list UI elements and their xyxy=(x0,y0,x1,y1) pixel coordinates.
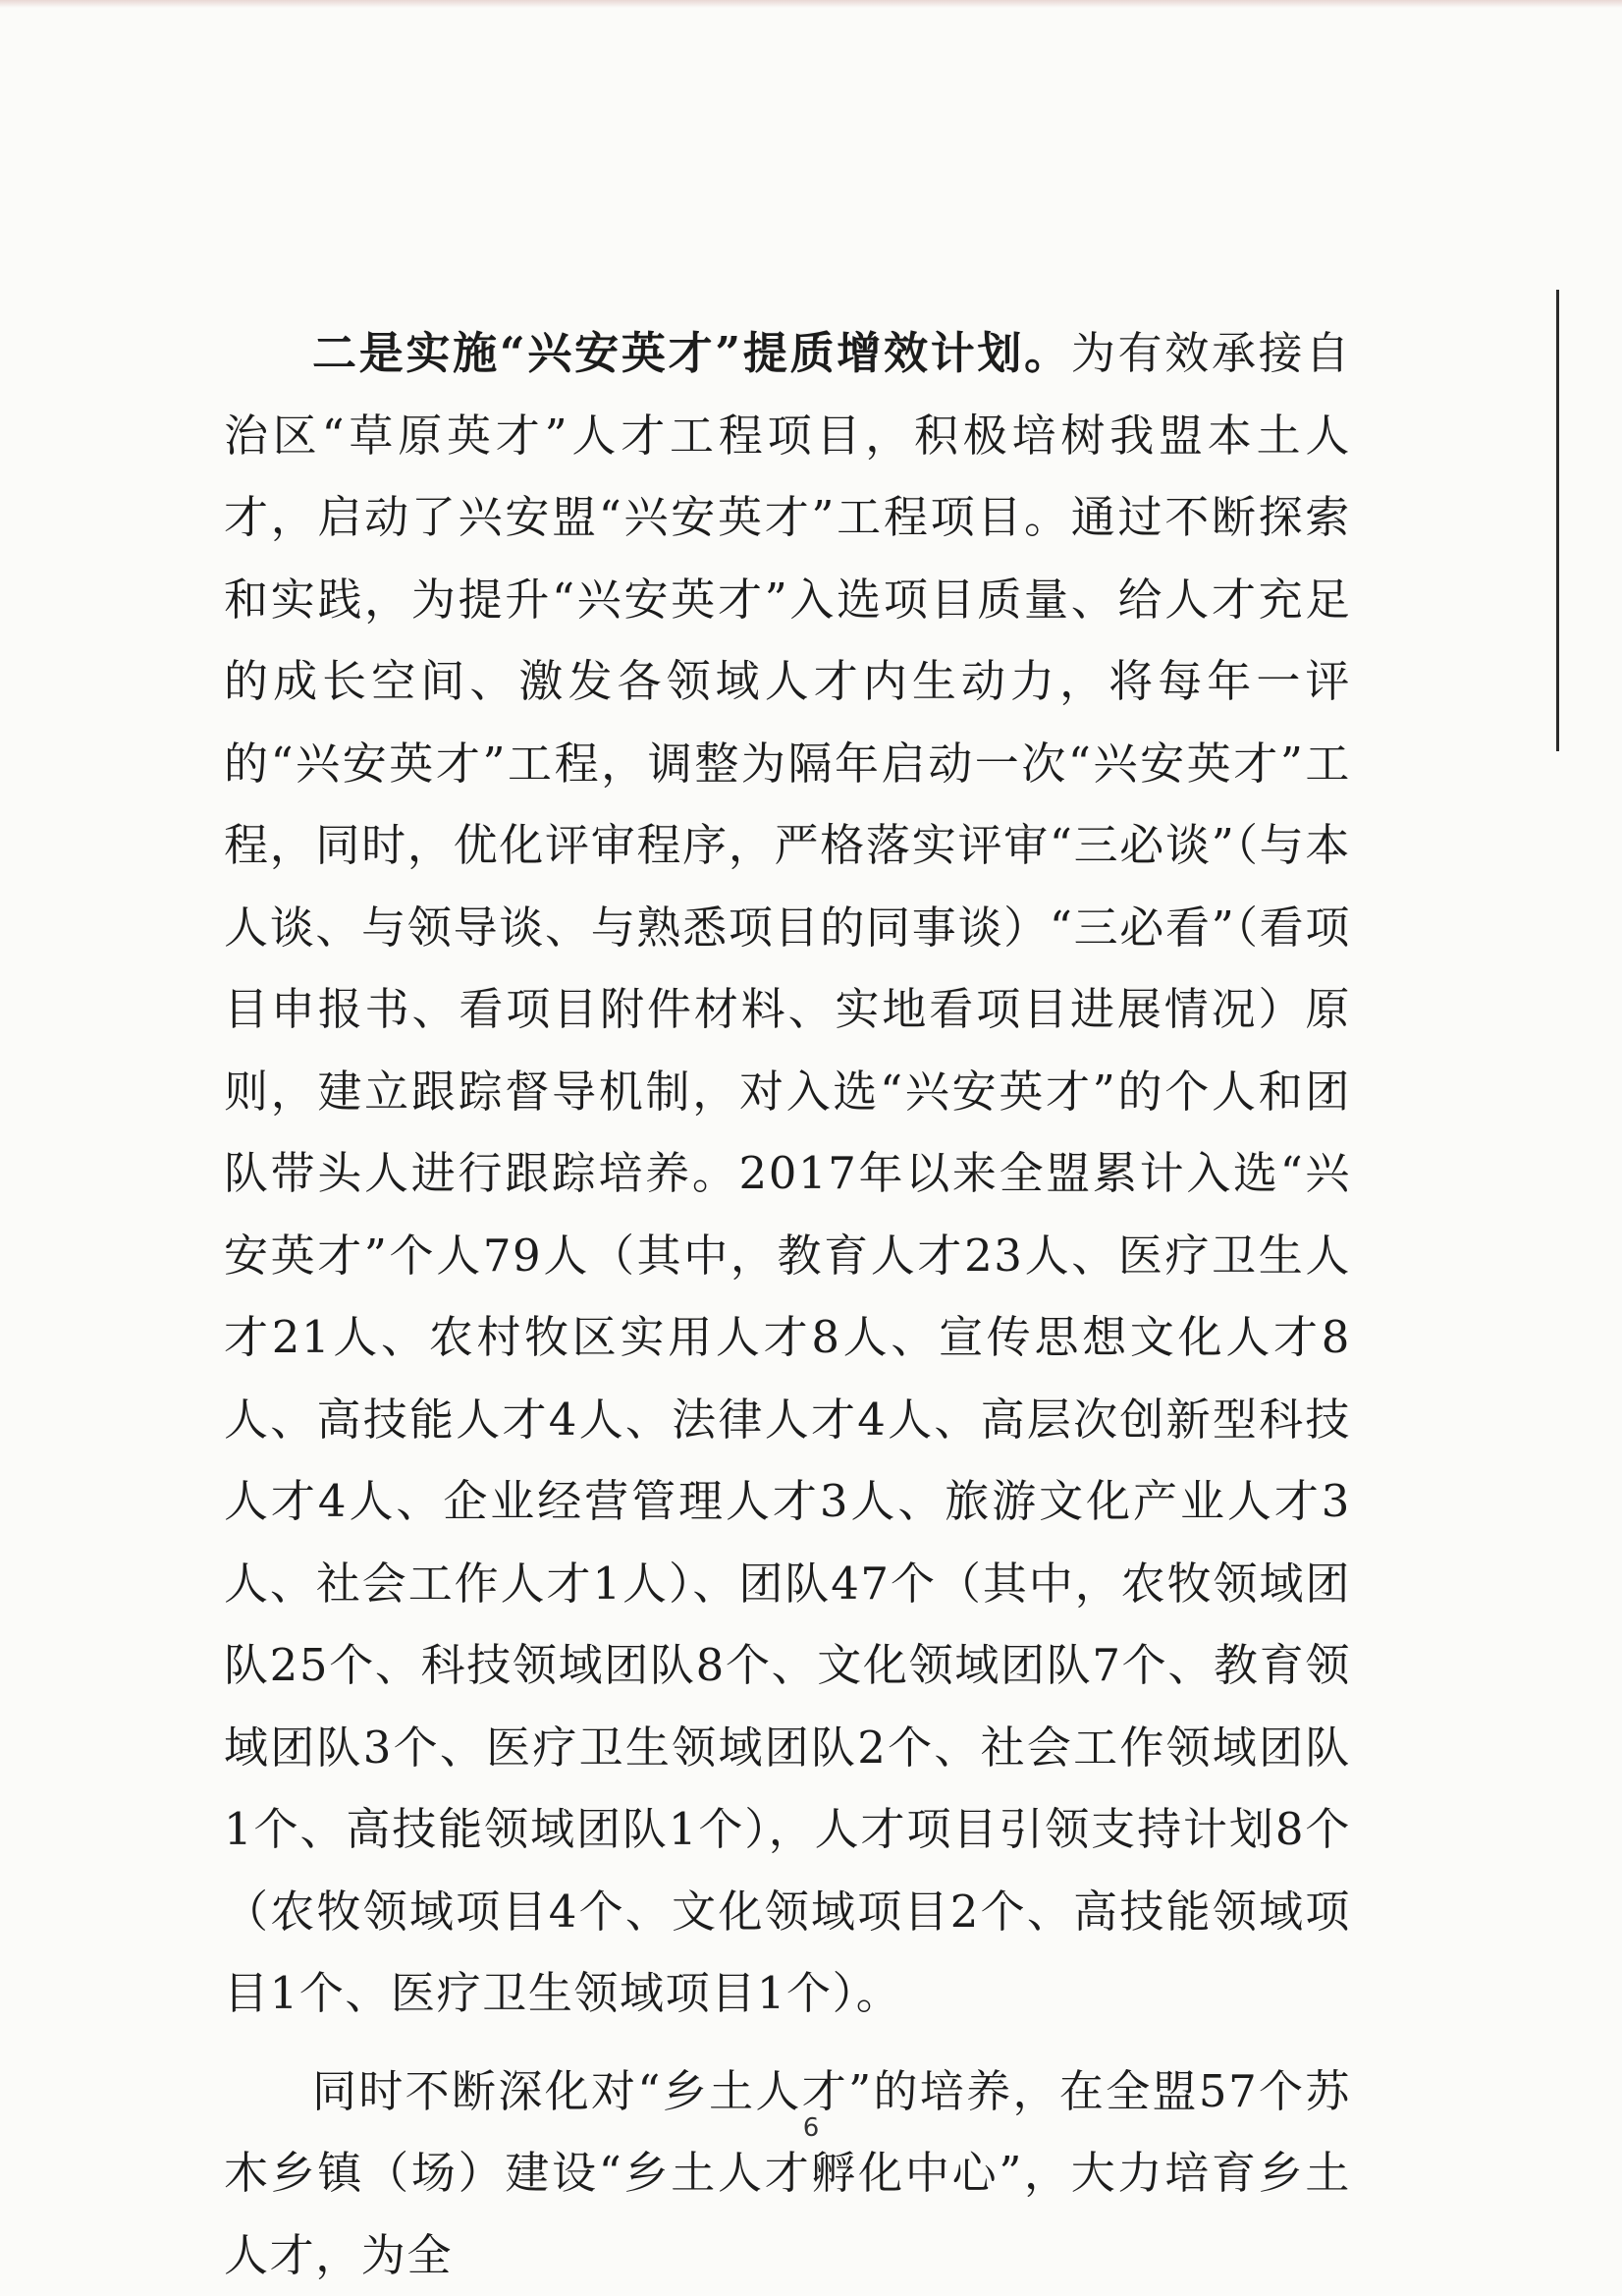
paragraph-1 xyxy=(224,312,1351,2035)
page-number: 6 xyxy=(802,2113,820,2143)
scan-edge-mark xyxy=(1556,290,1559,751)
paragraph-2-body: 同时不断深化对“乡土人才”的培养，在全盟57个苏木乡镇（场）建设“乡土人才孵化中心”，大力培育乡土人才，为全 xyxy=(224,2064,1351,2281)
scan-edge-top xyxy=(0,0,1622,8)
paragraph-2 xyxy=(224,2050,1351,2296)
paragraph-1-body: 为有效承接自治区“草原英才”人才工程项目，积极培树我盟本土人才，启动了兴安盟“兴安英才”工程项目。通过不断探索和实践，为提升“兴安英才”入选项目质量、给人才充足的成长空间、激发各领域人才内生动力，将每年一评的“兴安英才”工程，调整为隔年启动一次“兴安英才”工程，同时，优化评审程序，严格落实评审“三必谈”（与本人谈、与领导谈、与熟悉项目的同事谈）“三必看”（看项目申报书、看项目附件材料、实地看项目进展情况）原则，建立跟踪督导机制，对入选“兴安英才”的个人和团队带头人进行跟踪培养。2017年以来全盟累计入选“兴安英才”个人79人（其中，教育人才23人、医疗卫生人才21人、农村牧区实用人才8人、宣传思想文化人才8人、高技能人才4人、法律人才4人、高层次创新型科技人才4人、企业经营管理人才3人、旅游文化产业人才3人、社会工作人才1人）、团队47个（其中，农牧领域团队25个、科技领域团队8个、文化领域团队7个、教育领域团队3个、医疗卫生领域团队2个、社会工作领域团队1个、高技能领域团队1个），人才项目引领支持计划8个（农牧领域项目4个、文化领域项目2个、高技能领域项目1个、医疗卫生领域项目1个）。 xyxy=(224,327,1351,2019)
paragraph-1-heading: 二是实施“兴安英才”提质增效计划。 xyxy=(312,327,1071,379)
body-text xyxy=(224,312,1351,2296)
